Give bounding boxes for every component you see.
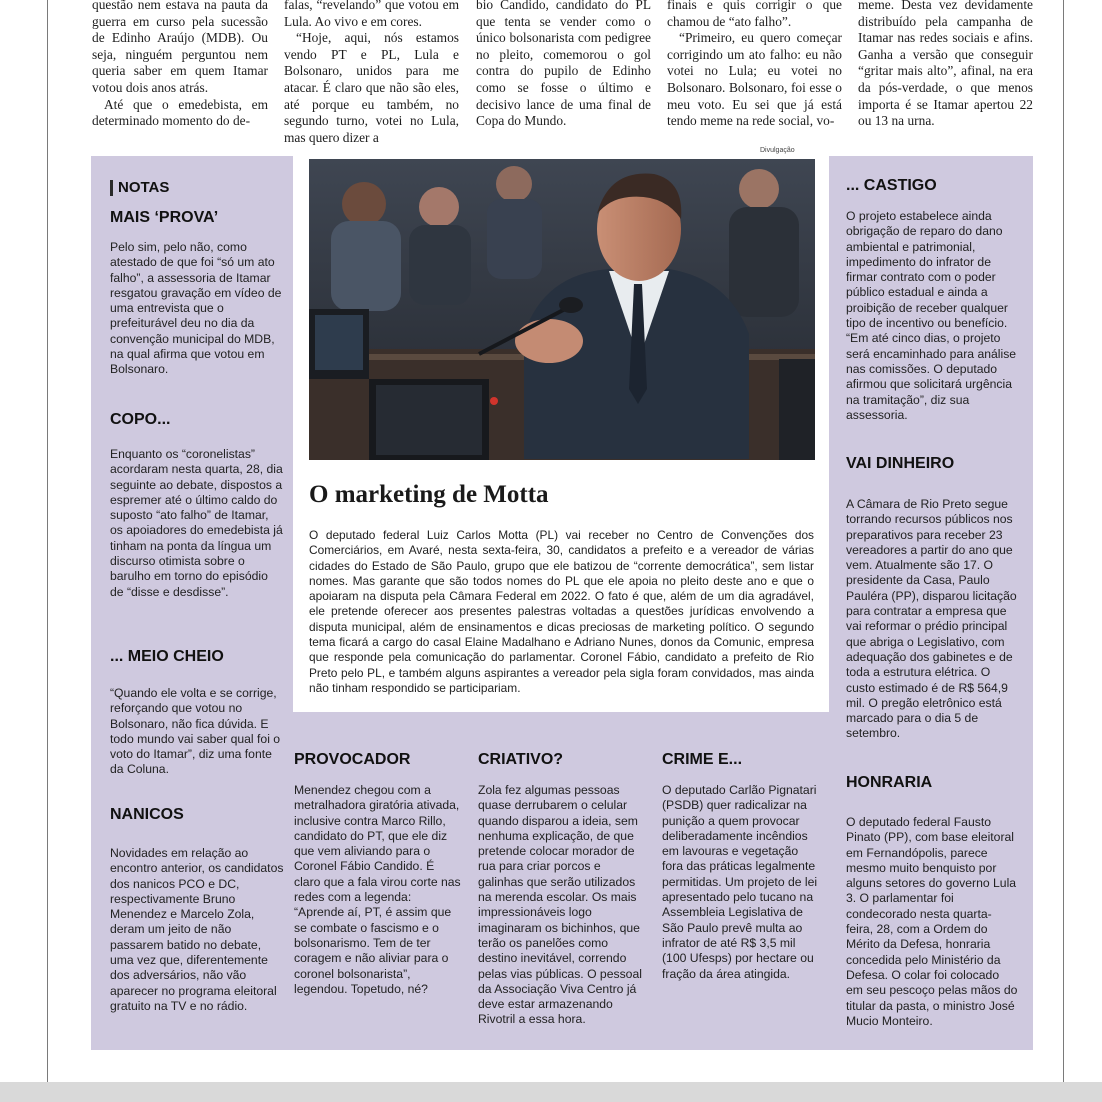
section-title-provocador: PROVOCADOR xyxy=(294,751,411,768)
section-title-copo: COPO... xyxy=(110,411,171,428)
top-paragraph: Até que o emedebista, em determinado momento do de- xyxy=(92,96,268,129)
section-title-nanicos: NANICOS xyxy=(110,806,184,823)
section-body-criativo: Zola fez algumas pessoas quase derrubarem o celular quando disparou a ideia, sem nenhuma explicação, de que pretende colocar morador de rua para criar porcos e galinhas que serão utilizados na merenda escolar. Os mais impressionáveis logo imaginaram os bichinhos, que terão os panelões como destino inevitável, correndo pelas vias públicas. O pessoal da Associação Viva Centro já deve estar armazenando Rivotril a essa hora. xyxy=(478,783,642,1027)
section-body-castigo: O projeto estabelece ainda obrigação de reparo do dano ambiental e patrimonial, impedimento do infrator de firmar contrato com o poder público estadual e ainda a proibição de receber qualquer tipo de incentivo ou benefício. “Em até cinco dias, o projeto será encaminhado para análise nas comissões. O deputado afirmou que solicitará urgência na tramitação”, diz sua assessoria. xyxy=(846,209,1017,422)
section-body-provocador: Menendez chegou com a metralhadora giratória ativada, inclusive contra Marco Rillo, candidato do PT, que ele diz que vem aliviando para o Coronel Fábio Candido. É claro que a fala virou corte nas redes com a legenda: “Aprende aí, PT, é assim que se combate o fascismo e o bolsonarismo. Tem de ter coragem e não aliviar para o coronel bolsonarista”, legendou. Topetudo, né? xyxy=(294,783,461,996)
page-edge-right xyxy=(1063,0,1064,1102)
section-body-mais-prova: Pelo sim, pelo não, como atestado de que foi “só um ato falho”, a assessoria de Itamar resgatou gravação em vídeo de uma entrevista que o prefeiturável deu no dia da convenção municipal do MDB, na qual afirma que votou em Bolsonaro. xyxy=(110,240,282,377)
section-body-nanicos: Novidades em relação ao encontro anterior, os candidatos dos nanicos PCO e DC, respectivamente Bruno Menendez e Marcelo Zola, deram um jeito de não passarem batido no debate, uma vez que, diferentemente dos adversários, não vão aparecer no programa eleitoral gratuito na TV e no rádio. xyxy=(110,846,284,1013)
photo-credit: Divulgação xyxy=(760,147,795,154)
top-paragraph: “Hoje, aqui, nós estamos vendo PT e PL, Lula e Bolsonaro, unidos para me atacar. É claro que não são eles, até porque eu também, no segundo turno, votei no Lula, mas quero dizer a xyxy=(284,30,459,145)
section-title-criativo: CRIATIVO? xyxy=(478,751,564,768)
top-paragraph: questão nem estava na pauta da guerra em curso pela sucessão de Edinho Araújo (MDB). Ou seja, ninguém perguntou nem queria saber em quem Itamar votou dois anos atrás. xyxy=(92,0,268,95)
notes-label-text: NOTAS xyxy=(118,179,170,196)
headline: O marketing de Motta xyxy=(309,481,549,508)
notes-bar-icon xyxy=(110,180,113,196)
section-title-vai-dinheiro: VAI DINHEIRO xyxy=(846,455,955,472)
section-body-crime: O deputado Carlão Pignatari (PSDB) quer radicalizar na punição a quem provocar deliberadamente incêndios em lavouras e vegetação fora das práticas legalmente permitidas. Um projeto de lei apresentado pelo tucano na Assembleia Legislativa de São Paulo prevê multa ao infrator de até R$ 3,5 mil (100 Ufesps) por hectare ou fração da área atingida. xyxy=(662,783,818,981)
top-paragraph: meme. Desta vez devidamente distribuído pela campanha de Itamar nas redes sociais e afins. Ganha a versão que conseguir “gritar mais alto”, afinal, na era da pós-verdade, o que menos importa é se Itamar apertou 22 ou 13 na urna. xyxy=(858,0,1033,129)
top-column-5 xyxy=(858,0,1033,130)
section-body-honraria: O deputado federal Fausto Pinato (PP), com base eleitoral em Fernandópolis, parece mesmo muito benquisto por alguns setores do governo Lula 3. O parlamentar foi condecorado nesta quarta-feira, 28, com a Ordem do Mérito da Defesa, honraria concedida pelo Ministério da Defesa. O colar foi colocado em seu pescoço pelas mãos do titular da pasta, o ministro José Mucio Monteiro. xyxy=(846,815,1018,1028)
section-title-mais-prova: MAIS ‘PROVA’ xyxy=(110,209,219,226)
top-paragraph: “Primeiro, eu quero começar corrigindo um ato falho: eu não votei no Lula; eu votei no Bolsonaro. Bolsonaro, foi esse o meu voto. Eu sei que já está tendo meme na rede social, vo- xyxy=(667,30,842,129)
top-paragraph: finais e quis corrigir o que chamou de “ato falho”. xyxy=(667,0,842,29)
lead-paragraph: O deputado federal Luiz Carlos Motta (PL) vai receber no Centro de Convenções dos Comerciários, em Avaré, nesta sexta-feira, 30, candidatos a prefeito e a vereador de várias cidades do Estado de São Paulo, grupo que ele batizou de “corrente democrática”, sem listar nomes. Mas garante que são todos nomes do PL que ele apoia no pleito deste ano e que o apoiaram na disputa pela Câmara Federal em 2022. O fato é que, além de um dia agradável, ele pretende oferecer aos presentes palestras voltadas a questões jurídicas envolvendo a disputa municipal, além de ensinamentos e dicas preciosas de marketing político. O segundo tema ficará a cargo do casal Elaine Madalhano e Adriano Nunes, donos da Comunic, empresa que responde pela comunicação do parlamentar. Coronel Fábio, candidato a prefeito de Rio Preto pelo PL, e também alguns aspirantes a vereador pela sigla foram convidados, mas ainda não tinham respondido se participariam. xyxy=(309,528,814,695)
top-column-3 xyxy=(476,0,651,130)
top-paragraph: falas, “revelando” que votou em Lula. Ao vivo e em cores. xyxy=(284,0,459,29)
news-photo xyxy=(309,159,815,460)
top-column-2 xyxy=(284,0,459,146)
top-paragraph: bio Candido, candidato do PL que tenta se vender como o único bolsonarista com pedigree no pleito, comemorou o gol contra do pupilo de Edinho como se fosse o último e decisivo lance de uma final de Copa do Mundo. xyxy=(476,0,651,129)
notes-label xyxy=(110,179,169,196)
section-body-vai-dinheiro: A Câmara de Rio Preto segue torrando recursos públicos nos preparativos para receber 23 vereadores a partir do ano que vem. Atualmente são 17. O presidente da Casa, Paulo Pauléra (PP), disparou licitação para contratar a empresa que vai reformar o prédio principal que abriga o Legislativo, com adequação dos gabinetes e de toda a estrutura elétrica. O custo estimado é de R$ 564,9 mil. O pregão eletrônico está marcado para o dia 5 de setembro. xyxy=(846,497,1017,741)
top-column-1 xyxy=(92,0,268,130)
section-title-castigo: ... CASTIGO xyxy=(846,177,937,194)
page-bottom-margin xyxy=(0,1082,1102,1102)
photo-illustration xyxy=(309,159,815,460)
section-title-honraria: HONRARIA xyxy=(846,774,933,791)
top-column-4 xyxy=(667,0,842,130)
section-title-crime: CRIME E... xyxy=(662,751,743,768)
section-body-meio-cheio: “Quando ele volta e se corrige, reforçando que votou no Bolsonaro, não fica dúvida. E todo mundo vai saber qual foi o voto do Itamar”, diz uma fonte da Coluna. xyxy=(110,686,281,777)
page-edge-left xyxy=(47,0,48,1102)
section-body-copo: Enquanto os “coronelistas” acordaram nesta quarta, 28, dia seguinte ao debate, dispostos a espremer até o último caldo do suposto “ato falho” de Itamar, os apoiadores do emedebista já tinham na ponta da língua um discurso otimista sobre o barulho em torno do episódio de “disse e desdisse”. xyxy=(110,447,283,599)
section-title-meio-cheio: ... MEIO CHEIO xyxy=(110,648,224,665)
